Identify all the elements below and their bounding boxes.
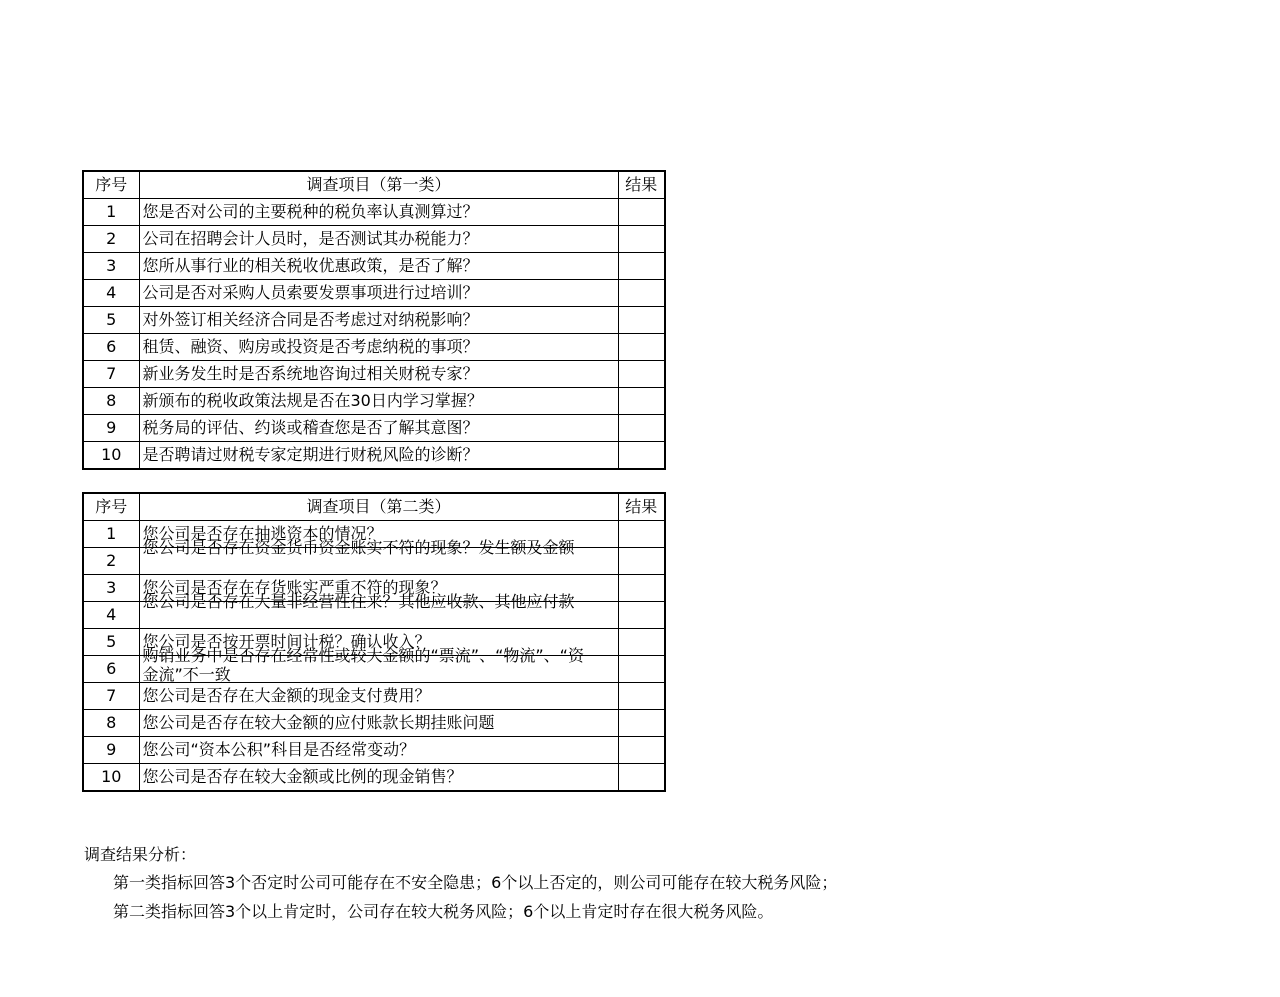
row-no: 9 [83,737,139,764]
row-result-cell[interactable] [618,602,665,629]
row-item: 您公司是否存在抽逃资本的情况？ [139,521,618,548]
header-item: 调查项目（第一类） [139,171,618,199]
row-item: 租赁、融资、购房或投资是否考虑纳税的事项？ [139,334,618,361]
row-no: 6 [83,334,139,361]
row-item: 对外签订相关经济合同是否考虑过对纳税影响？ [139,307,618,334]
row-result-cell[interactable] [618,710,665,737]
row-no: 8 [83,388,139,415]
header-no: 序号 [83,493,139,521]
table-row [83,415,665,442]
table-row [83,226,665,253]
row-no: 4 [83,280,139,307]
row-item-overflow [139,646,618,684]
row-item: 公司是否对采购人员索要发票事项进行过培训？ [139,280,618,307]
header-no: 序号 [83,171,139,199]
row-no: 5 [83,307,139,334]
row-item-text: 购销业务中是否存在经常性或较大金额的“票流”、“物流”、“资金流”不一致 [142,646,584,684]
table-row [83,442,665,470]
row-no: 9 [83,415,139,442]
row-item-text: 您公司是否存在资金货币资金账实不符的现象？发生额及金额 [142,538,575,557]
row-item: 您公司是否按开票时间计税？确认收入？ [139,629,618,656]
row-result-cell[interactable] [618,361,665,388]
analysis-line-2: 第二类指标回答3个以上肯定时，公司存在较大税务风险；6个以上肯定时存在很大税务风险。 [113,902,774,921]
table-row [83,307,665,334]
row-result-cell[interactable] [618,199,665,226]
row-result-cell[interactable] [618,388,665,415]
survey-table-category-1 [82,170,666,470]
row-result-cell[interactable] [618,575,665,602]
row-item-overflow [139,592,618,629]
row-no: 3 [83,253,139,280]
table-row [83,199,665,226]
row-no: 8 [83,710,139,737]
analysis-title: 调查结果分析： [84,845,197,864]
row-item-text: 您公司是否存在大量非经营性往来？其他应收款、其他应付款 [142,592,575,611]
row-result-cell[interactable] [618,548,665,575]
table-row [83,737,665,764]
table-row [83,710,665,737]
row-result-cell[interactable] [618,629,665,656]
row-result-cell[interactable] [618,415,665,442]
row-result-cell[interactable] [618,334,665,361]
row-item: 您公司“资本公积”科目是否经常变动？ [139,737,618,764]
row-item: 是否聘请过财税专家定期进行财税风险的诊断？ [139,442,618,470]
table-row [83,253,665,280]
row-item: 您是否对公司的主要税种的税负率认真测算过？ [139,199,618,226]
header-result: 结果 [618,493,665,521]
row-item: 您所从事行业的相关税收优惠政策，是否了解？ [139,253,618,280]
row-result-cell[interactable] [618,280,665,307]
row-result-cell[interactable] [618,253,665,280]
header-result: 结果 [618,171,665,199]
row-item: 新颁布的税收政策法规是否在30日内学习掌握？ [139,388,618,415]
table-row [83,361,665,388]
row-item: 您公司是否存在较大金额的应付账款长期挂账问题 [139,710,618,737]
table-header-row [83,171,665,199]
row-item: 您公司是否存在较大金额或比例的现金销售？ [139,764,618,792]
row-no: 10 [83,442,139,470]
row-no: 7 [83,683,139,710]
table-row [83,656,665,683]
row-result-cell[interactable] [618,737,665,764]
row-item: 税务局的评估、约谈或稽查您是否了解其意图？ [139,415,618,442]
row-result-cell[interactable] [618,307,665,334]
row-result-cell[interactable] [618,442,665,470]
row-result-cell[interactable] [618,683,665,710]
row-no: 2 [83,548,139,575]
row-no: 1 [83,199,139,226]
row-no: 1 [83,521,139,548]
row-no: 6 [83,656,139,683]
analysis-line-1: 第一类指标回答3个否定时公司可能存在不安全隐患；6个以上否定的，则公司可能存在较大税务风险； [113,873,838,892]
row-item: 您公司是否存在大金额的现金支付费用？ [139,683,618,710]
row-item: 您公司是否存在存货账实严重不符的现象？ [139,575,618,602]
table-row [83,280,665,307]
header-item: 调查项目（第二类） [139,493,618,521]
row-item: 公司在招聘会计人员时，是否测试其办税能力？ [139,226,618,253]
row-no: 7 [83,361,139,388]
row-no: 3 [83,575,139,602]
table-row [83,602,665,629]
row-item-overflow [139,538,618,575]
table-row [83,334,665,361]
row-item: 新业务发生时是否系统地咨询过相关财税专家？ [139,361,618,388]
row-result-cell[interactable] [618,521,665,548]
table-row [83,764,665,792]
table-row [83,388,665,415]
table-header-row [83,493,665,521]
row-result-cell[interactable] [618,226,665,253]
row-result-cell[interactable] [618,656,665,683]
row-no: 4 [83,602,139,629]
row-no: 10 [83,764,139,792]
table-row [83,683,665,710]
table-row [83,548,665,575]
row-result-cell[interactable] [618,764,665,792]
survey-table-category-2 [82,492,666,792]
row-no: 2 [83,226,139,253]
row-no: 5 [83,629,139,656]
